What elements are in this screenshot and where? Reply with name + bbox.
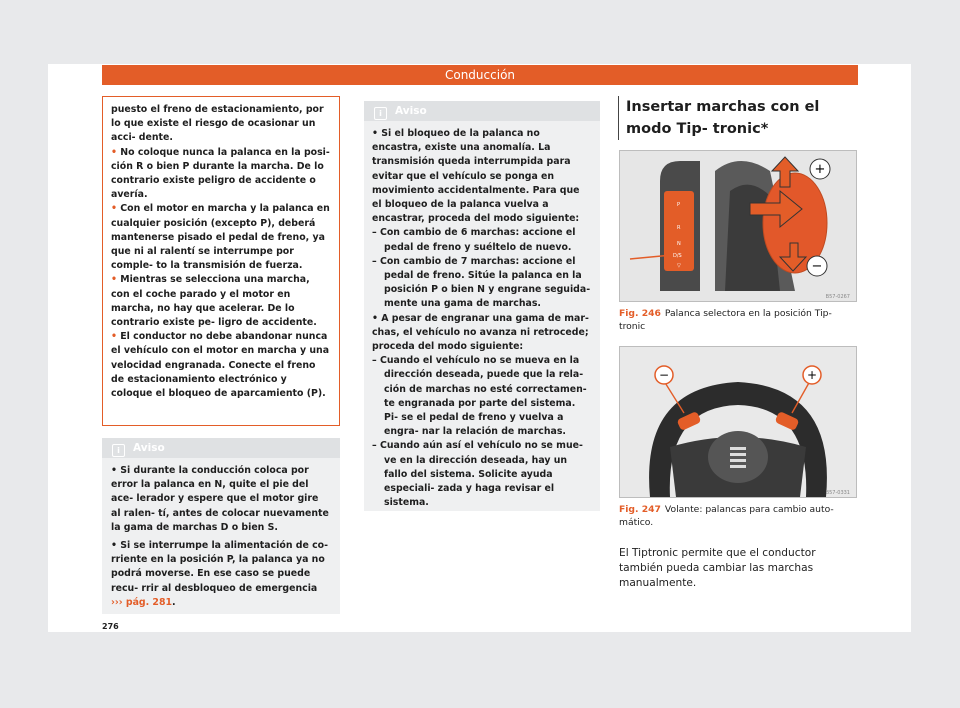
warning-item: • Con el motor en marcha y la palanca en cualquier posición (excepto P), deberá mantenerse pisado el pedal de freno, ya que ni al ralentí se interrumpe por comple- to la transmisión de fuerza. bbox=[111, 203, 330, 272]
note-subitem: – Con cambio de 7 marchas: accione el pedal de freno. Sitúe la palanca en la posición P o bien N y engrane seguida- mente una gama de marchas. bbox=[372, 255, 591, 310]
warning-box bbox=[102, 96, 340, 426]
info-icon: i bbox=[374, 107, 387, 120]
gear-label: R bbox=[677, 225, 681, 231]
page-number: 276 bbox=[102, 622, 119, 631]
note-box-2 bbox=[364, 101, 600, 511]
note-box bbox=[102, 438, 340, 614]
page-link[interactable]: ››› pág. 281 bbox=[111, 596, 172, 608]
note-subitem: – Cuando el vehículo no se mueva en la dirección deseada, puede que la rela- ción de marchas no esté correctamen- te engranada por parte del sistema. Pi- se el pedal de freno y vuelva a engra- nar la relación de marchas. bbox=[372, 355, 587, 438]
plus-label: + bbox=[814, 162, 826, 177]
note-heading: i Aviso bbox=[364, 101, 600, 121]
warning-item: • El conductor no debe abandonar nunca el vehículo con el motor en marcha y una velocidad engranada. Conecte el freno de estacionamiento electrónico y coloque el bloqueo de aparcamiento (P). bbox=[111, 331, 330, 400]
warning-item: • No coloque nunca la palanca en la posi- ción R o bien P durante la marcha. De lo contrario existe peligro de accidente o avería. bbox=[111, 146, 330, 201]
gear-label: N bbox=[677, 241, 681, 247]
note-subitem: – Con cambio de 6 marchas: accione el pedal de freno y suéltelo de nuevo. bbox=[372, 227, 576, 253]
warning-item: • Mientras se selecciona una marcha, con el coche parado y el motor en marcha, no hay que acelerar. De lo contrario existe pe- ligro de accidente. bbox=[111, 274, 317, 329]
bullet-icon: • bbox=[111, 203, 117, 215]
note-heading: i Aviso bbox=[102, 438, 340, 458]
page-header: Conducción bbox=[102, 65, 858, 85]
gear-label: ▽ bbox=[677, 263, 681, 269]
note-item: • Si el bloqueo de la palanca no encastra, existe una anomalía. La transmisión queda interrumpida para evitar que el vehículo se ponga en movimiento accidentalmente. Para que el bloqueo de la palanca vuelva a encastrar, proceda del modo siguiente: bbox=[372, 128, 580, 225]
gear-selector-figure bbox=[619, 150, 857, 302]
warning-text: puesto el freno de estacionamiento, por lo que existe el riesgo de ocasionar un acci- dente. bbox=[111, 104, 324, 144]
info-icon: i bbox=[112, 444, 125, 457]
bullet-icon: • bbox=[111, 146, 117, 158]
steering-wheel-figure bbox=[619, 346, 857, 498]
note-item: • Si se interrumpe la alimentación de co- rriente en la posición P, la palanca ya no podrá moverse. En ese caso se puede recu- rrir al desbloqueo de emergencia ››› pág. 281. bbox=[111, 540, 328, 608]
gear-label: P bbox=[677, 202, 681, 208]
note-item: • A pesar de engranar una gama de mar- chas, el vehículo no avanza ni retrocede; proceda del modo siguiente: bbox=[372, 312, 589, 353]
note-subitem: – Cuando aún así el vehículo no se mue- ve en la dirección deseada, hay un fallo del sistema. Solicite ayuda especiali- zada y haga revisar el sistema. bbox=[372, 440, 583, 509]
minus-label: − bbox=[811, 259, 823, 274]
note-item: • Si durante la conducción coloca por error la palanca en N, quite el pie del ace- lerador y espere que el motor gire al ralen- tí, antes de colocar nuevamente la gama de marchas D o bien S. bbox=[111, 465, 329, 533]
section-title: Insertar marchas con el modo Tip- tronic* bbox=[618, 96, 868, 140]
bullet-icon: • bbox=[111, 331, 117, 343]
figure-caption: Fig. 246 Palanca selectora en la posición Tip- tronic bbox=[619, 308, 832, 332]
minus-label: − bbox=[658, 368, 670, 382]
gear-label: D/S bbox=[673, 253, 682, 259]
figure-caption: Fig. 247 Volante: palancas para cambio auto- mático. bbox=[619, 504, 834, 528]
body-paragraph: El Tiptronic permite que el conductor también pueda cambiar las marchas manualmente. bbox=[619, 547, 816, 589]
plus-label: + bbox=[806, 368, 818, 382]
figure-code: B57-0331 bbox=[825, 490, 850, 496]
figure-code: B57-0267 bbox=[825, 294, 850, 300]
bullet-icon: • bbox=[111, 274, 117, 286]
